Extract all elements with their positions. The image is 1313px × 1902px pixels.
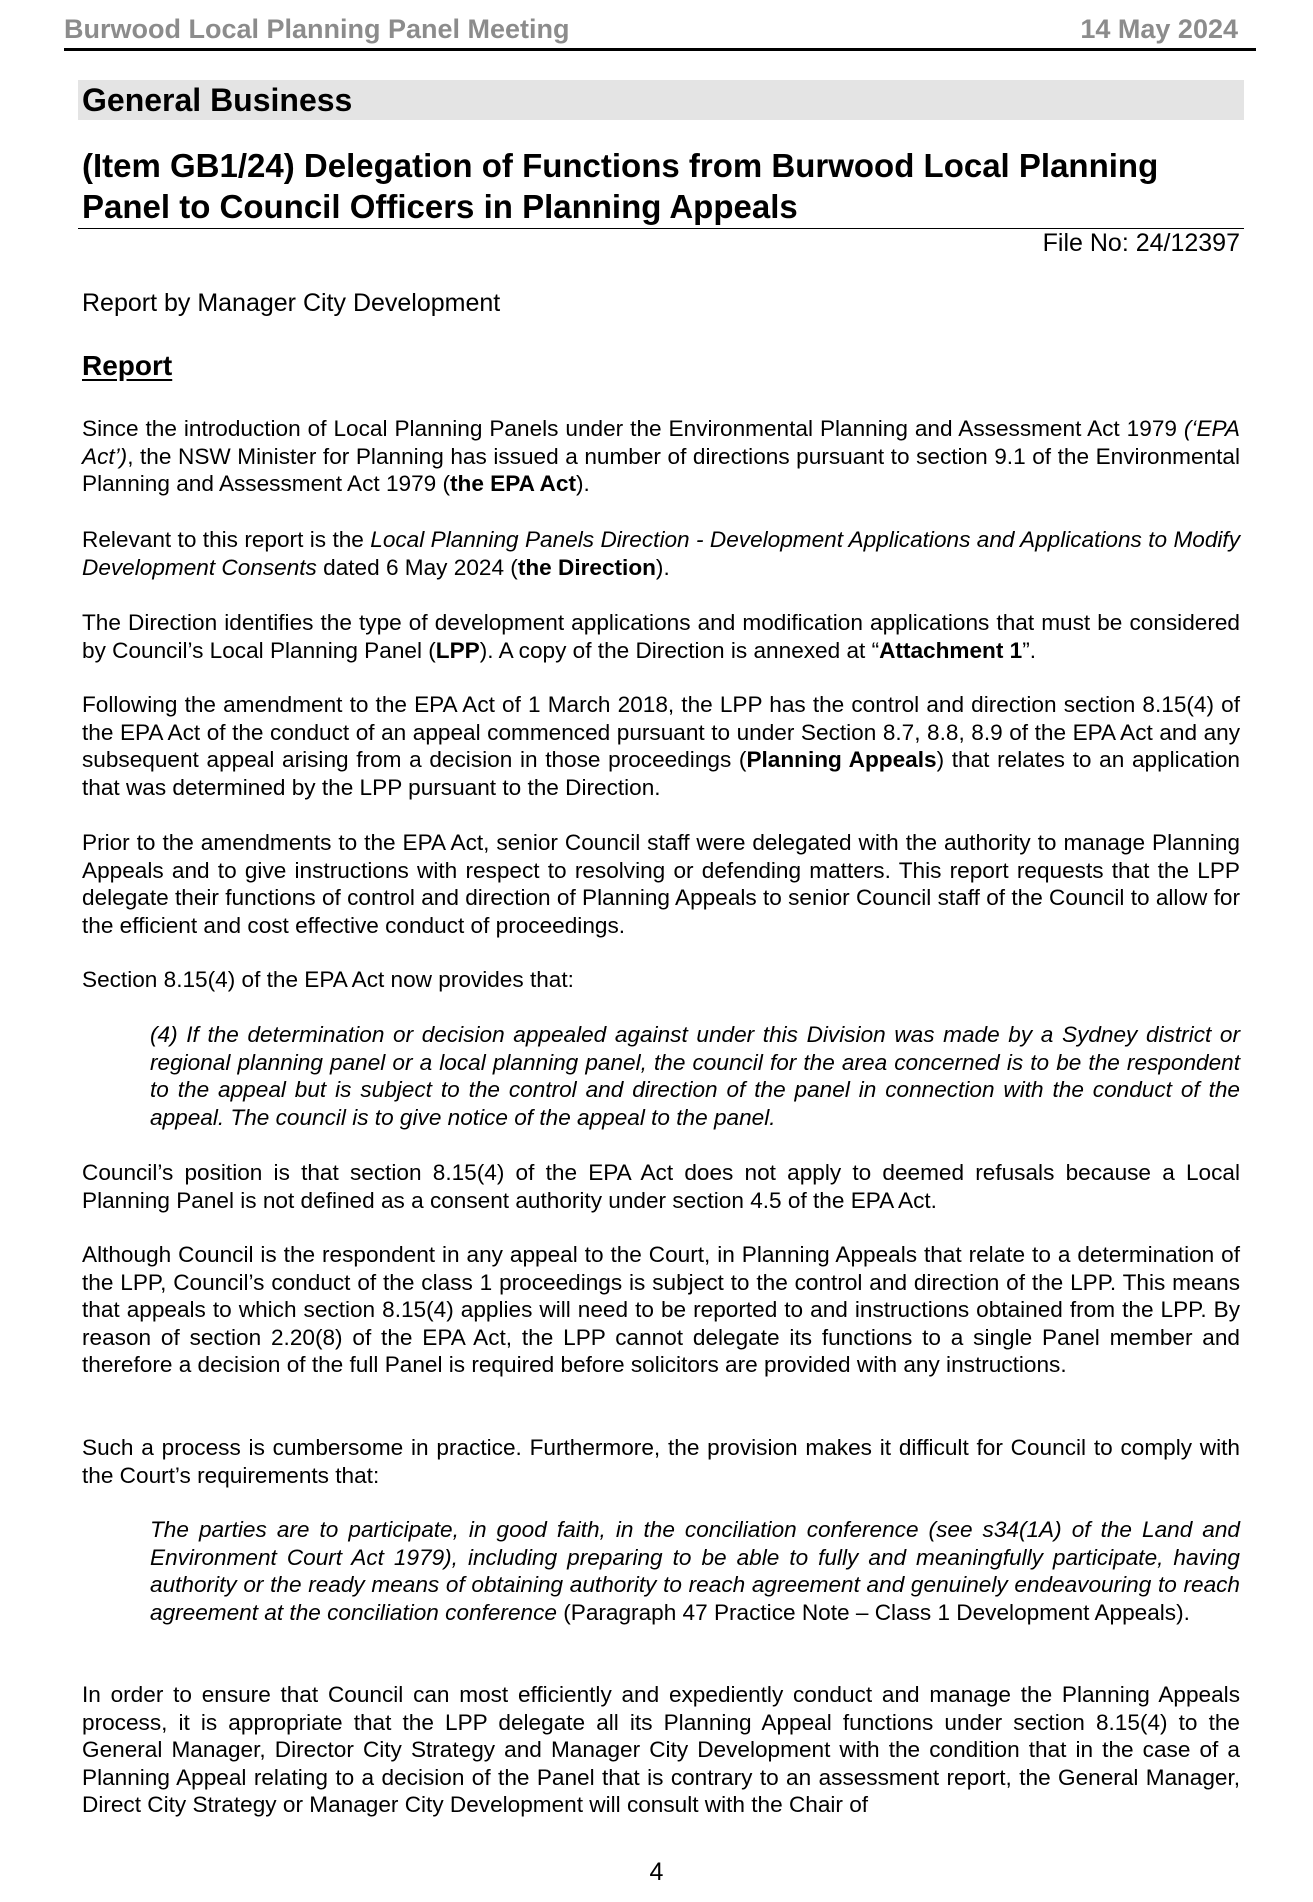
- paragraph-10: In order to ensure that Council can most efficiently and expediently conduct and manage the Planning Appeals process, it is appropriate that the LPP delegate all its Planning Appeal functions under section 8.15(4) to the General Manager, Director City Strategy and Manager City Development with the condition that in the case of a Planning Appeal relating to a decision of the Panel that is contrary to an assessment report, the General Manager, Direct City Strategy or Manager City Development will consult with the Chair of: [82, 1682, 1240, 1817]
- quote-court-requirements: [150, 1516, 1240, 1626]
- p1-text-a: Since the introduction of Local Planning Panels under the Environmental Planning and Assessment Act 1979: [82, 416, 1184, 441]
- paragraph-2: [82, 526, 1240, 581]
- p4-text-a: Following the amendment to the EPA Act of 1 March 2018, the LPP has the control and direction section 8.15(4) of the EPA Act of the conduct of an appeal commenced pursuant to under Section 8.7, 8.8, 8.9 of the EPA Act and any subsequent appeal arising from a decision in those proceedings (: [82, 692, 1240, 772]
- paragraph-9: Such a process is cumbersome in practice. Furthermore, the provision makes it difficult for Council to comply with the Court’s requirements that:: [82, 1435, 1240, 1488]
- p3-text-e: ”.: [1022, 637, 1037, 663]
- p2-text-d: the Direction: [517, 554, 656, 580]
- p1-text-b: (‘EPA Act’): [82, 416, 1240, 469]
- p2-text-b: Local Planning Panels Direction - Development Applications and Applications to Modify Development Consents: [82, 527, 1241, 580]
- section-title: General Business: [82, 82, 353, 118]
- paragraph-3: [82, 609, 1240, 664]
- item-title-line-2: Panel to Council Officers in Planning Appeals: [82, 188, 798, 225]
- paragraph-7: Council’s position is that section 8.15(4) of the EPA Act does not apply to deemed refusals because a Local Planning Panel is not defined as a consent authority under section 4.5 of the EPA Act.: [82, 1160, 1240, 1213]
- p3-text-a: The Direction identifies the type of development applications and modification applications that must be considered by Council’s Local Planning Panel (: [82, 610, 1240, 663]
- p1-text-d: the EPA Act: [450, 471, 576, 496]
- q2-text-b: (Paragraph 47 Practice Note – Class 1 Development Appeals).: [556, 1599, 1190, 1625]
- q2-text-a: The parties are to participate, in good faith, in the conciliation conference (see s34(1A) of the Land and Environment Court Act 1979), including preparing to be able to fully and meaningfully participate, having authority or the ready means of obtaining authority to reach agreement and genuinely endeavouring to reach agreement at the conciliation conference: [150, 1517, 1240, 1625]
- p1-text-e: ).: [575, 471, 590, 496]
- meeting-title: Burwood Local Planning Panel Meeting: [64, 14, 570, 44]
- p3-text-c: ). A copy of the Direction is annexed at “: [479, 637, 880, 663]
- section-band: [78, 80, 1244, 120]
- report-heading: Report: [82, 350, 173, 381]
- p3-text-b: LPP: [435, 637, 480, 663]
- page-number: 4: [649, 1858, 664, 1886]
- running-header: [64, 10, 1256, 51]
- paragraph-8: Although Council is the respondent in any appeal to the Court, in Planning Appeals that relate to a determination of the LPP, Council’s conduct of the class 1 proceedings is subject to the control and direction of the LPP. This means that appeals to which section 8.15(4) applies will need to be reported to and instructions obtained from the LPP. By reason of section 2.20(8) of the EPA Act, the LPP cannot delegate its functions to a single Panel member and therefore a decision of the full Panel is required before solicitors are provided with any instructions.: [82, 1242, 1240, 1377]
- p4-text-b: Planning Appeals: [746, 747, 937, 772]
- paragraph-4: [82, 691, 1240, 801]
- p3-text-d: Attachment 1: [879, 637, 1023, 663]
- p2-text-a: Relevant to this report is the: [82, 527, 371, 552]
- paragraph-1: [82, 415, 1240, 498]
- item-title-line-1: (Item GB1/24) Delegation of Functions from Burwood Local Planning: [82, 147, 1159, 184]
- p2-text-c: dated 6 May 2024 (: [316, 554, 518, 580]
- report-author: Report by Manager City Development: [82, 289, 501, 317]
- paragraph-6: Section 8.15(4) of the EPA Act now provides that:: [82, 967, 574, 992]
- p2-text-e: ).: [655, 554, 670, 580]
- p1-text-c: , the NSW Minister for Planning has issued a number of directions pursuant to section 9.1 of the Environmental Planning and Assessment Act 1979 (: [82, 443, 1240, 496]
- quote-section-8-15-4: (4) If the determination or decision appealed against under this Division was made by a Sydney district or regional planning panel or a local planning panel, the council for the area concerned is to be the respondent to the appeal but is subject to the control and direction of the panel in connection with the conduct of the appeal. The council is to give notice of the appeal to the panel.: [150, 1022, 1240, 1130]
- paragraph-5: Prior to the amendments to the EPA Act, senior Council staff were delegated with the authority to manage Planning Appeals and to give instructions with respect to resolving or defending matters. This report requests that the LPP delegate their functions of control and direction of Planning Appeals to senior Council staff of the Council to allow for the efficient and cost effective conduct of proceedings.: [82, 830, 1240, 938]
- meeting-date: 14 May 2024: [1080, 14, 1238, 44]
- item-title: [82, 145, 1242, 227]
- file-number: File No: 24/12397: [1042, 229, 1240, 257]
- p4-text-c: ) that relates to an application that was determined by the LPP pursuant to the Direction.: [82, 747, 1240, 800]
